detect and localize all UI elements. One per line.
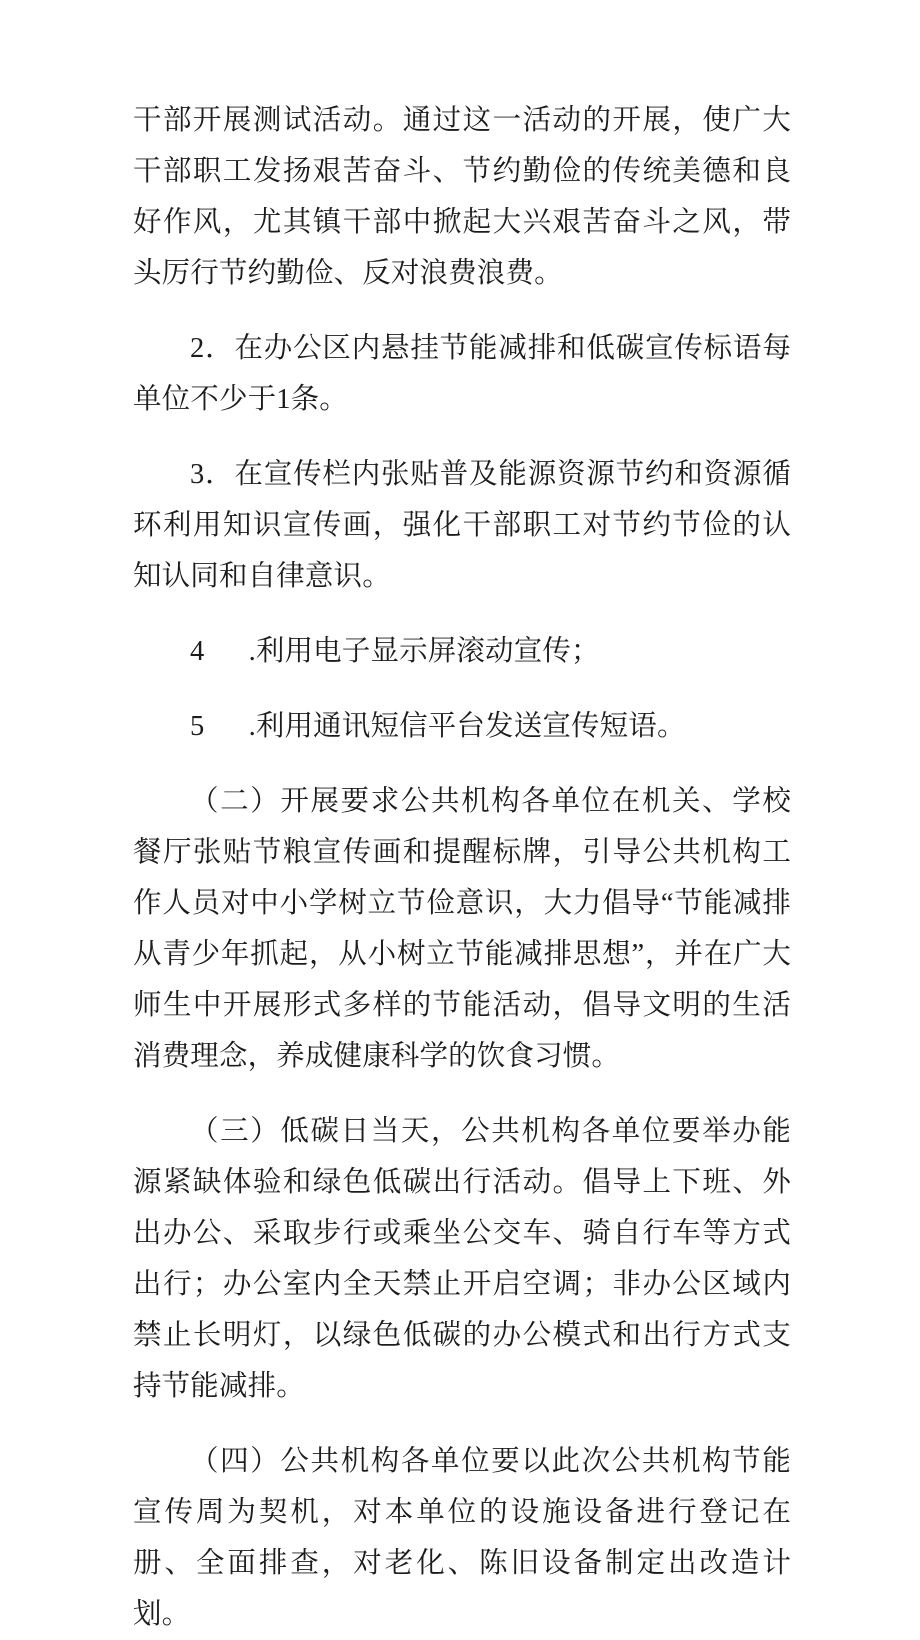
section-paragraph-two: （二）开展要求公共机构各单位在机关、学校餐厅张贴节粮宣传画和提醒标牌，引导公共机构工作人员对中小学树立节俭意识，大力倡导“节能减排从青少年抓起，从小树立节能减排思想”，并在广大师生中开展形式多样的节能活动，倡导文明的生活消费理念，养成健康科学的饮食习惯。: [133, 786, 791, 1072]
list-item-5-body: .利用通讯短信平台发送宣传短语。: [248, 711, 686, 742]
list-item-4: [133, 626, 791, 677]
list-item-5-marker: 5: [190, 711, 205, 742]
list-item-4-body: .利用电子显示屏滚动宣传；: [248, 636, 600, 667]
section-paragraph-four: （四）公共机构各单位要以此次公共机构节能宣传周为契机，对本单位的设施设备进行登记在册、全面排查，对老化、陈旧设备制定出改造计划。: [133, 1446, 791, 1630]
paragraph-body-continuation: 干部开展测试活动。通过这一活动的开展，使广大干部职工发扬艰苦奋斗、节约勤俭的传统美德和良好作风，尤其镇干部中掀起大兴艰苦奋斗之风，带头厉行节约勤俭、反对浪费浪费。: [133, 105, 791, 289]
list-item-3: 3．在宣传栏内张贴普及能源资源节约和资源循环利用知识宣传画，强化干部职工对节约节俭的认知认同和自律意识。: [133, 459, 791, 592]
document-text-block: [133, 95, 791, 1640]
section-paragraph-three: （三）低碳日当天，公共机构各单位要举办能源紧缺体验和绿色低碳出行活动。倡导上下班、外出办公、采取步行或乘坐公交车、骑自行车等方式出行；办公室内全天禁止开启空调；非办公区域内禁止长明灯，以绿色低碳的办公模式和出行方式支持节能减排。: [133, 1116, 791, 1402]
list-item-2: 2．在办公区内悬挂节能减排和低碳宣传标语每单位不少于1条。: [133, 333, 791, 415]
list-item-4-marker: 4: [190, 636, 205, 667]
list-item-5: [133, 701, 791, 752]
